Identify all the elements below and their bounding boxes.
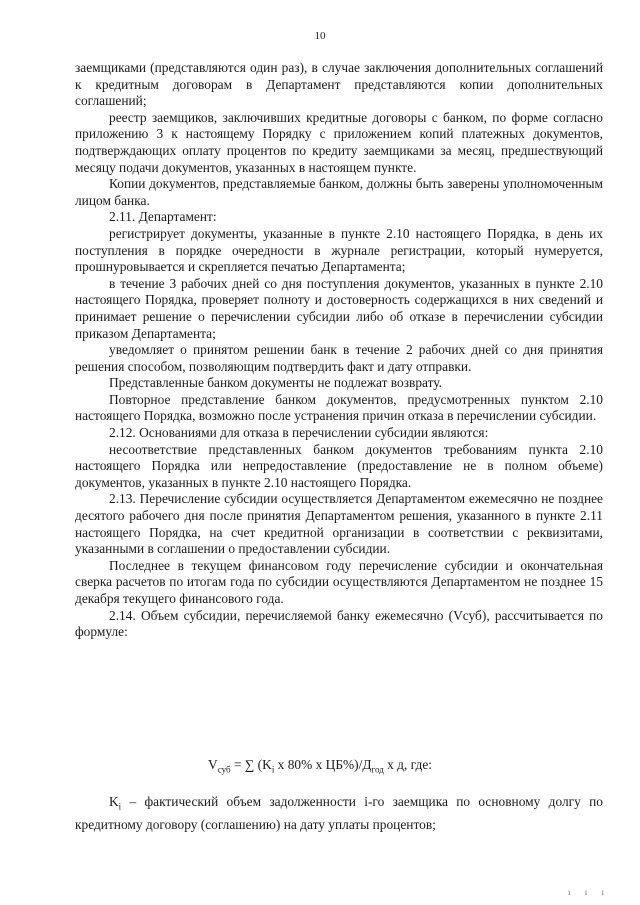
- paragraph: Последнее в текущем финансовом году перечисление субсидии и окончательная сверка расчетов по итогам года по субсидии осуществляются Департаментом не позднее 15 декабря текущего финансового года.: [75, 557, 603, 606]
- formula-body-sub: i: [271, 764, 275, 775]
- paragraph: уведомляет о принятом решении банк в течение 2 рабочих дней со дня принятия решения способом, позволяющим подтвердить факт и дату отправки.: [75, 342, 603, 374]
- subsidy-formula: [0, 757, 640, 775]
- formula-lhs-sub: суб: [217, 764, 231, 775]
- definition-text: – фактический объем задолженности i-го заемщика по основному долгу по кредитному договору (соглашению) на дату уплаты процентов;: [75, 794, 603, 832]
- page-number: 10: [314, 30, 326, 42]
- definition-symbol: K: [109, 794, 119, 809]
- paragraph: несоответствие представленных банком документов требованиям пункта 2.10 настоящего Порядка или непредоставление (предоставление не в полном объеме) документов, указанных в пункте 2.10 настоящего Порядка.: [75, 441, 603, 490]
- formula-body2: x 80% x ЦБ%)/Д: [274, 757, 372, 772]
- definition-symbol-sub: i: [118, 801, 122, 812]
- paragraph: в течение 3 рабочих дней со дня поступления документов, указанных в пункте 2.10 настоящего Порядка, проверяет полноту и достоверность содержащихся в них сведений и принимает решение о перечислении субсидии либо об отказе в перечислении субсидии приказом Департамента;: [75, 275, 603, 341]
- formula-tail: x д, где:: [383, 757, 432, 772]
- paragraph: Представленные банком документы не подлежат возврату.: [109, 375, 442, 391]
- paragraph: заемщиками (представляются один раз), в случае заключения дополнительных соглашений к кредитным договорам в Департамент представляются копии дополнительных соглашений;: [75, 60, 603, 109]
- paragraph: реестр заемщиков, заключивших кредитные договоры с банком, по форме согласно приложению 3 к настоящему Порядку с приложением копий платежных документов, подтверждающих оплату процентов по кредиту заемщиками за месяц, предшествующий месяцу подачи документов, указанных в настоящем пункте.: [75, 109, 603, 175]
- formula-lhs: V: [208, 757, 218, 772]
- section-heading-2-11: 2.11. Департамент:: [109, 209, 217, 225]
- section-heading-2-12: 2.12. Основаниями для отказа в перечислении субсидии являются:: [109, 425, 489, 441]
- paragraph: Повторное представление банком документов, предусмотренных пунктом 2.10 настоящего Порядка, возможно после устранения причин отказа в перечислении субсидии.: [75, 391, 603, 424]
- formula-definition: [75, 793, 603, 833]
- formula-body: = ∑ (K: [230, 757, 272, 772]
- section-2-14: 2.14. Объем субсидии, перечисляемой банку ежемесячно (Vсуб), рассчитывается по формуле:: [75, 607, 603, 640]
- scan-corner-mark: ı ı ı: [567, 887, 610, 897]
- paragraph: регистрирует документы, указанные в пункте 2.10 настоящего Порядка, в день их поступления в порядке очередности в журнале регистрации, который нумеруется, прошнуровывается и скрепляется печатью Департамента;: [75, 225, 603, 275]
- section-2-13: 2.13. Перечисление субсидии осуществляется Департаментом ежемесячно не позднее десятого рабочего дня после принятия Департаментом решения, указанного в пункте 2.11 настоящего Порядка, на счет кредитной организации в соответствии с реквизитами, указанными в соглашении о предоставлении субсидии.: [75, 491, 603, 557]
- definition-ki: [75, 793, 603, 833]
- paragraph: Копии документов, представляемые банком, должны быть заверены уполномоченным лицом банка.: [75, 176, 603, 208]
- body-text: [75, 60, 603, 641]
- formula-body2-sub: год: [371, 764, 384, 775]
